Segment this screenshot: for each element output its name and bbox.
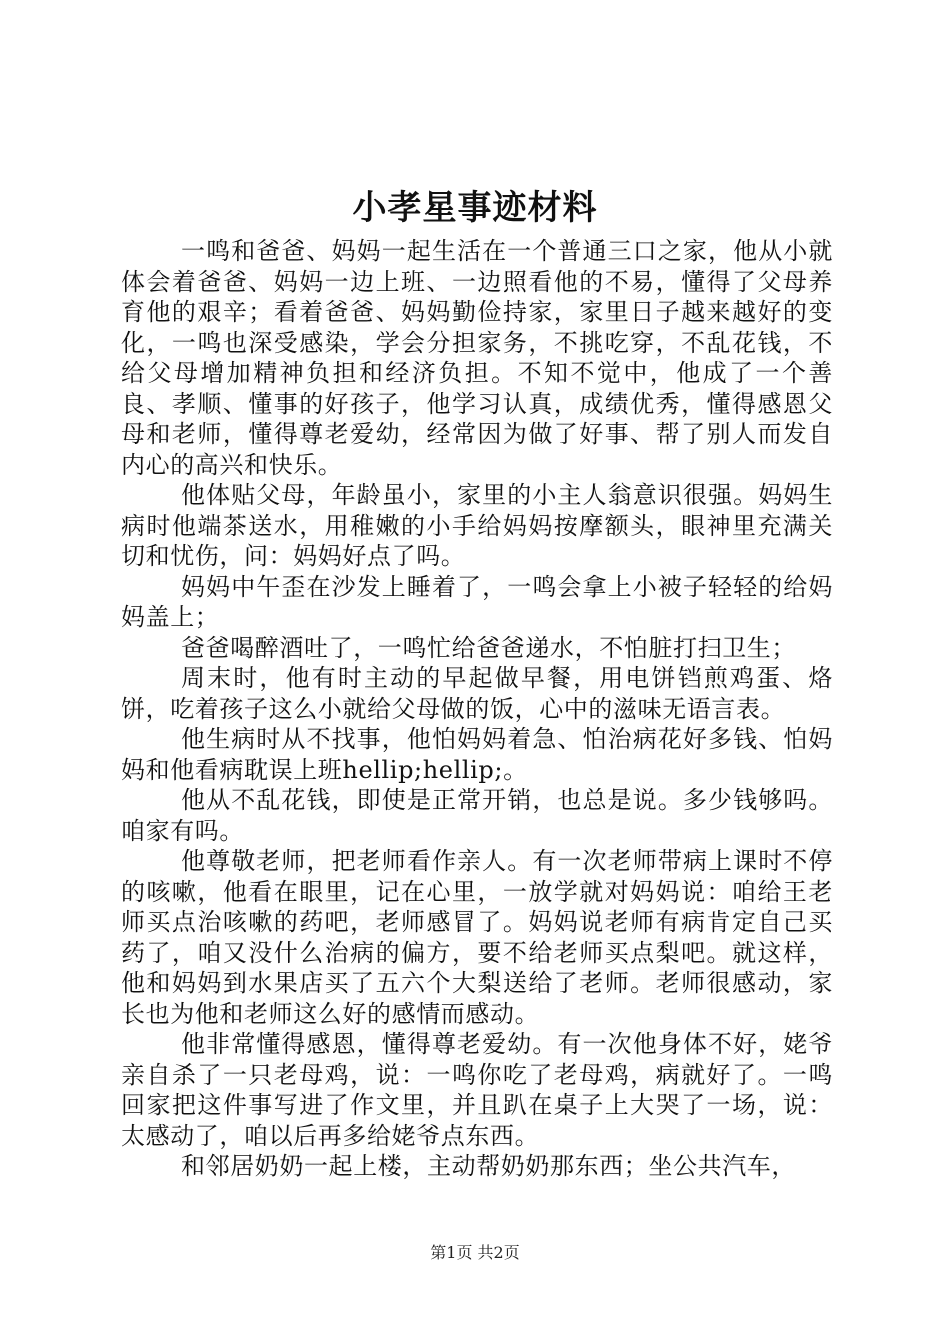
paragraph: 他尊敬老师，把老师看作亲人。有一次老师带病上课时不停的咳嗽，他看在眼里，记在心里，一放学就对妈妈说：咱给王老师买点治咳嗽的药吧，老师感冒了。妈妈说老师有病肯定自己买药了，咱又没什么治病的偏方，要不给老师买点梨吧。就这样，他和妈妈到水果店买了五六个大梨送给了老师。老师很感动，家长也为他和老师这么好的感情而感动。 [121,847,833,1028]
paragraph: 他体贴父母，年龄虽小，家里的小主人翁意识很强。妈妈生病时他端茶送水，用稚嫩的小手给妈妈按摩额头，眼神里充满关切和忧伤，问：妈妈好点了吗。 [121,481,833,570]
page-footer: 第1页 共2页 [430,1243,520,1262]
paragraph: 一鸣和爸爸、妈妈一起生活在一个普通三口之家，他从小就体会着爸爸、妈妈一边上班、一边照看他的不易，懂得了父母养育他的艰辛；看着爸爸、妈妈勤俭持家，家里日子越来越好的变化，一鸣也深受感染，学会分担家务，不挑吃穿，不乱花钱，不给父母增加精神负担和经济负担。不知不觉中，他成了一个善良、孝顺、懂事的好孩子，他学习认真，成绩优秀，懂得感恩父母和老师，懂得尊老爱幼，经常因为做了好事、帮了别人而发自内心的高兴和快乐。 [121,237,833,479]
paragraph: 和邻居奶奶一起上楼，主动帮奶奶那东西；坐公共汽车， [181,1152,796,1180]
paragraph: 他从不乱花钱，即使是正常开销，也总是说。多少钱够吗。咱家有吗。 [121,786,833,845]
paragraph: 周末时，他有时主动的早起做早餐，用电饼铛煎鸡蛋、烙饼，吃着孩子这么小就给父母做的饭，心中的滋味无语言表。 [121,664,833,723]
document-body [121,236,833,1182]
paragraph: 他生病时从不找事，他怕妈妈着急、怕治病花好多钱、怕妈妈和他看病耽误上班hellip;hellip;。 [121,725,833,784]
document-title: 小孝星事迹材料 [352,188,598,228]
paragraph: 他非常懂得感恩，懂得尊老爱幼。有一次他身体不好，姥爷亲自杀了一只老母鸡，说：一鸣你吃了老母鸡，病就好了。一鸣回家把这件事写进了作文里，并且趴在桌子上大哭了一场，说：太感动了，咱以后再多给姥爷点东西。 [121,1030,833,1150]
paragraph: 妈妈中午歪在沙发上睡着了，一鸣会拿上小被子轻轻的给妈妈盖上； [121,572,833,631]
paragraph: 爸爸喝醉酒吐了，一鸣忙给爸爸递水，不怕脏打扫卫生； [181,633,796,662]
